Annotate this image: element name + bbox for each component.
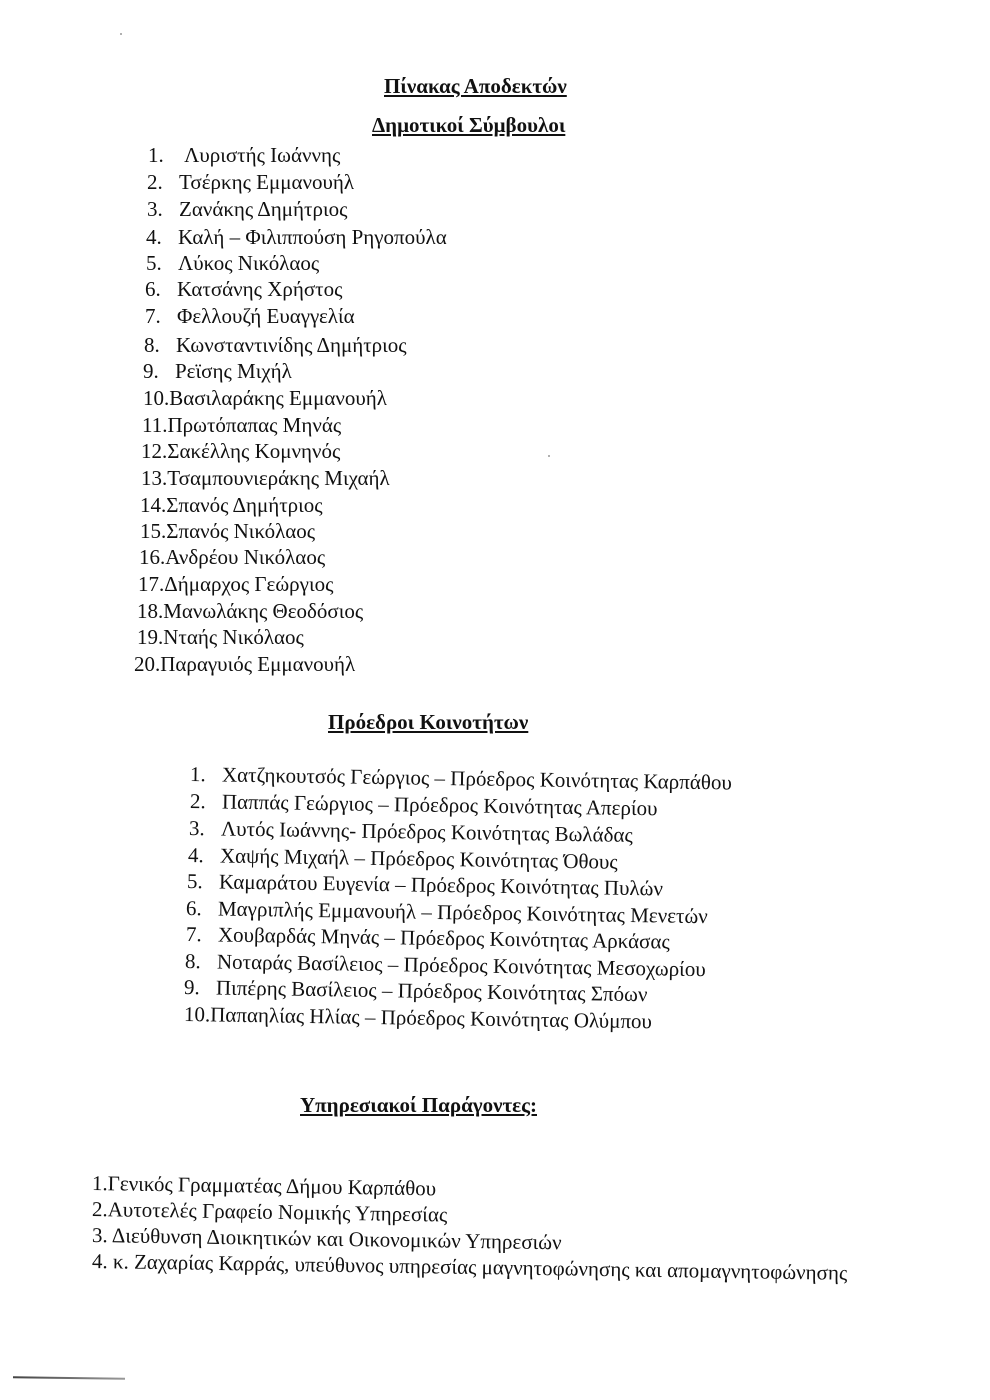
list-item: 3. Ζανάκης Δημήτριος [147, 197, 348, 221]
list-item: 8. Νοταράς Βασίλειος – Πρόεδρος Κοινότητας Μεσοχωρίου [184, 949, 706, 982]
list-item: 12.Σακέλλης Κομνηνός [141, 439, 341, 463]
list-item: 1.Γενικός Γραμματέας Δήμου Καρπάθου [91, 1171, 437, 1201]
list-item: 9. Πιπέρης Βασίλειος – Πρόεδρος Κοινότητας Σπόων [183, 975, 648, 1007]
scan-artifact-line [13, 1376, 125, 1380]
list-item: 1. Χατζηκουτσός Γεώργιος – Πρόεδρος Κοινότητας Καρπάθου [189, 762, 733, 795]
list-item: 20.Παραγυιός Εμμανουήλ [134, 652, 356, 676]
list-item: 1. Λυριστής Ιωάννης [148, 143, 341, 167]
list-item: 7. Χουβαρδάς Μηνάς – Πρόεδρος Κοινότητας Αρκάσας [185, 922, 670, 954]
list-item: 14.Σπανός Δημήτριος [140, 493, 323, 517]
document-title: Πίνακας Αποδεκτών [384, 74, 567, 98]
list-item: 17.Δήμαρχος Γεώργιος [138, 572, 334, 596]
list-item: 15.Σπανός Νικόλαος [140, 519, 316, 543]
list-item: 2. Παππάς Γεώργιος – Πρόεδρος Κοινότητας Απερίου [189, 789, 658, 821]
list-item: 3. Διεύθυνση Διοικητικών και Οικονομικών Υπηρεσιών [91, 1223, 562, 1255]
list-item: 3. Λυτός Ιωάννης- Πρόεδρος Κοινότητας Βωλάδας [188, 816, 633, 847]
section-heading-community-presidents: Πρόεδροι Κοινοτήτων [328, 710, 529, 734]
list-item: 16.Ανδρέου Νικόλαος [139, 545, 326, 569]
list-item: 19.Νταής Νικόλαος [137, 625, 304, 649]
section-heading-service-officials: Υπηρεσιακοί Παράγοντες: [300, 1093, 537, 1117]
list-item: 8. Κωνσταντινίδης Δημήτριος [144, 333, 407, 357]
list-item: 5. Λύκος Νικόλαος [146, 251, 320, 275]
list-item: 5. Καμαράτου Ευγενία – Πρόεδρος Κοινότητας Πυλών [186, 869, 664, 901]
list-item: 2. Τσέρκης Εμμανουήλ [147, 170, 355, 194]
list-item: 10.Βασιλαράκης Εμμανουήλ [143, 386, 387, 410]
list-item: 13.Τσαμπουνιεράκης Μιχαήλ [141, 466, 390, 490]
list-item: 4. Χαψής Μιχαήλ – Πρόεδρος Κοινότητας Όθους [187, 843, 618, 874]
scan-speck [120, 33, 122, 35]
scan-speck [548, 455, 550, 457]
list-item: 2.Αυτοτελές Γραφείο Νομικής Υπηρεσίας [91, 1197, 448, 1227]
list-item: 10.Παπαηλίας Ηλίας – Πρόεδρος Κοινότητας Ολύμπου [183, 1002, 653, 1034]
section-heading-councillors: Δημοτικοί Σύμβουλοι [372, 113, 566, 137]
list-item: 18.Μανωλάκης Θεοδόσιος [137, 599, 364, 623]
list-item: 4. Καλή – Φιλιππούση Ρηγοπούλα [146, 225, 447, 249]
list-item: 9. Ρεϊσης Μιχήλ [143, 359, 292, 383]
list-item: 4. κ. Ζαχαρίας Καρράς, υπεύθυνος υπηρεσίας μαγνητοφώνησης και απομαγνητοφώνησης [91, 1249, 848, 1285]
list-item: 11.Πρωτόπαπας Μηνάς [142, 413, 342, 437]
list-item: 6. Μαγριπλής Εμμανουήλ – Πρόεδρος Κοινότητας Μενετών [185, 896, 708, 929]
list-item: 6. Κατσάνης Χρήστος [145, 277, 343, 301]
list-item: 7. Φελλουζή Ευαγγελία [145, 304, 355, 328]
